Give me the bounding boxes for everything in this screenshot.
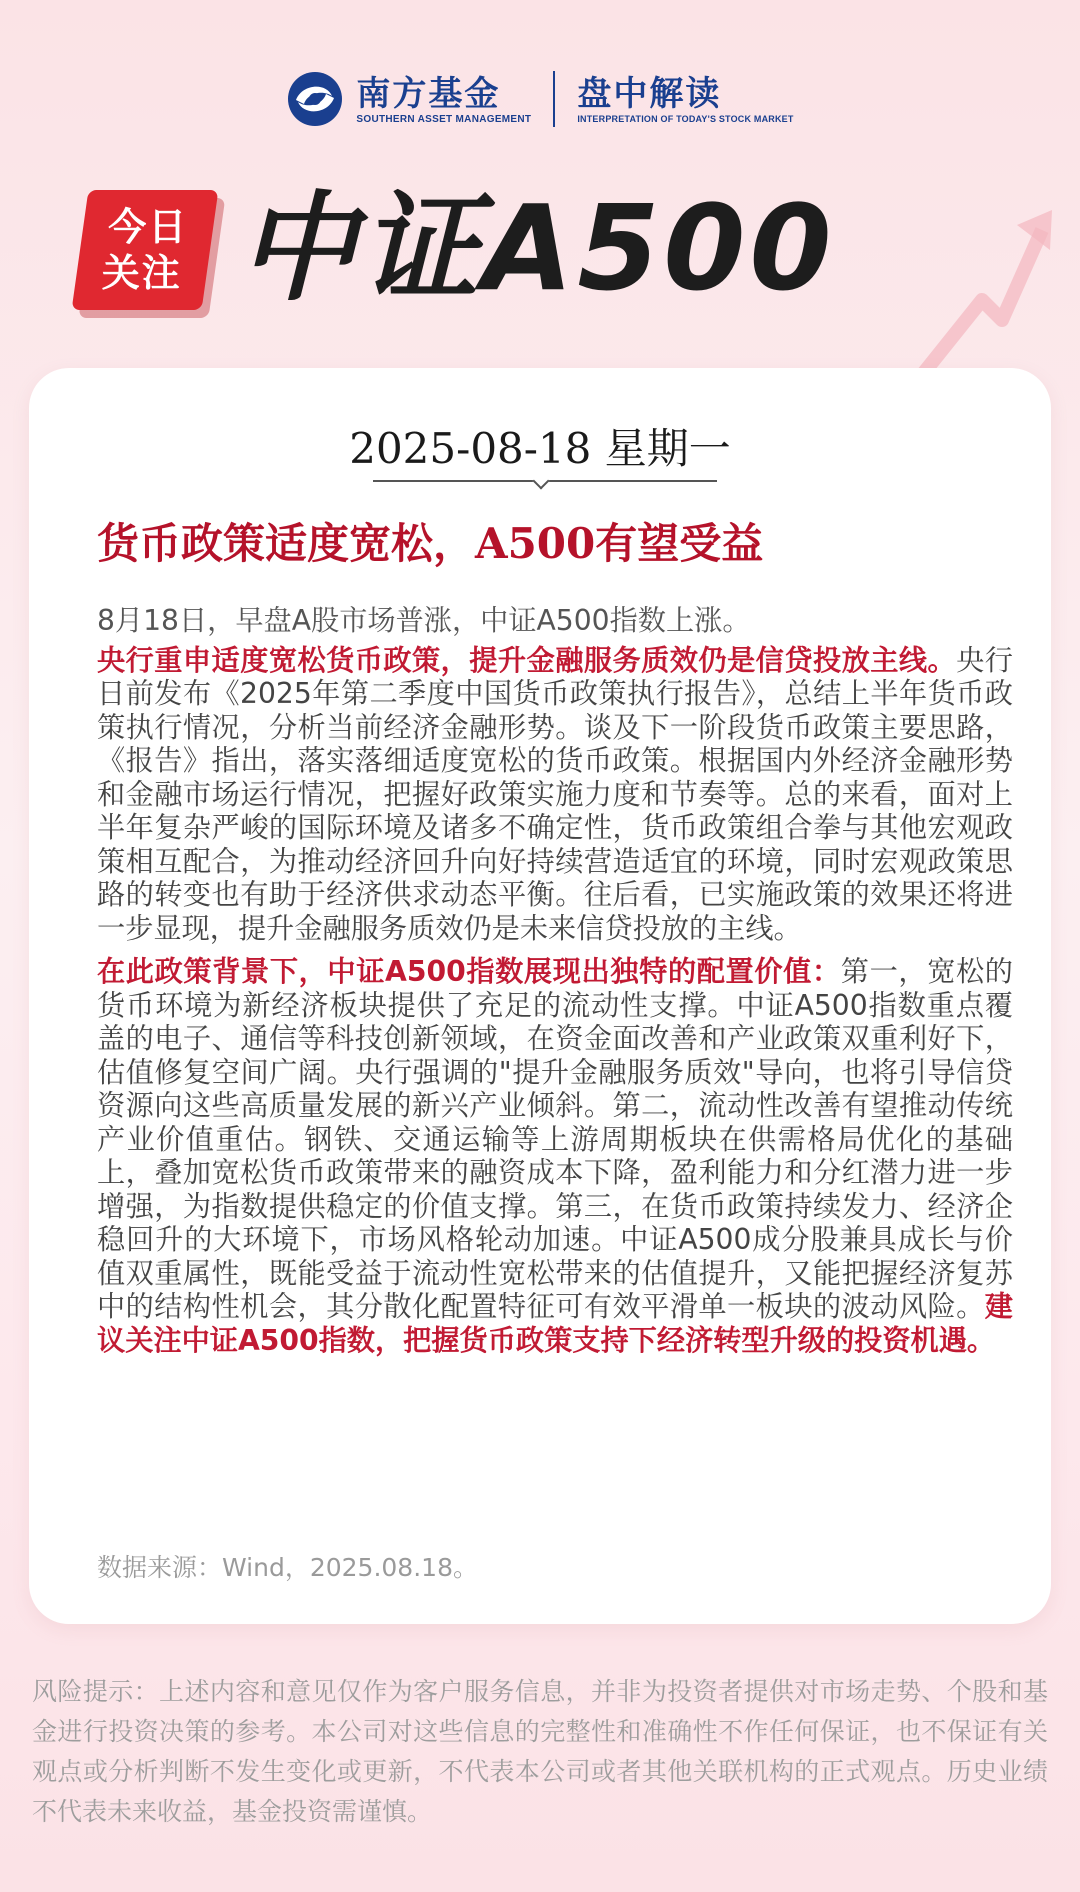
article-paragraph-1 xyxy=(97,644,1013,946)
column-name-en: INTERPRETATION OF TODAY'S STOCK MARKET xyxy=(577,114,794,124)
paragraph-1-highlight: 央行重申适度宽松货币政策，提升金融服务质效仍是信贷投放主线。 xyxy=(97,643,957,677)
paragraph-1-text: 央行日前发布《2025年第二季度中国货币政策执行报告》，总结上半年货币政策执行情况，分析当前经济金融形势。谈及下一阶段货币政策主要思路，《报告》指出，落实落细适度宽松的货币政策。根据国内外经济金融形势和金融市场运行情况，把握好政策实施力度和节奏等。总的来看，面对上半年复杂严峻的国际环境及诸多不确定性，货币政策组合拳与其他宏观政策相互配合，为推动经济回升向好持续营造适宜的环境，同时宏观政策思路的转变也有助于经济供求动态平衡。往后看，已实施政策的效果还将进一步显现，提升金融服务质效仍是未来信贷投放的主线。 xyxy=(97,643,1013,945)
column-logo xyxy=(577,74,793,124)
brand-logo xyxy=(286,70,531,128)
badge-line-1: 今日 xyxy=(108,205,189,249)
header-divider xyxy=(553,71,555,127)
today-focus-badge xyxy=(72,190,219,310)
data-source: 数据来源：Wind，2025.08.18。 xyxy=(97,1553,478,1582)
header-logos xyxy=(0,70,1080,128)
brand-name-en: SOUTHERN ASSET MANAGEMENT xyxy=(356,113,532,125)
column-name-cn: 盘中解读 xyxy=(577,74,722,114)
article-card xyxy=(29,368,1051,1624)
page-title: 中证A500 xyxy=(238,179,836,317)
paragraph-2-highlight: 在此政策背景下，中证A500指数展现出独特的配置价值： xyxy=(97,955,841,988)
southern-fund-logo-icon xyxy=(286,70,344,128)
badge-line-2: 关注 xyxy=(101,251,182,295)
article-intro: 8月18日，早盘A股市场普涨，中证A500指数上涨。 xyxy=(97,604,751,637)
paragraph-2-conclusion: 建议关注中证A500指数，把握货币政策支持下经济转型升级的投资机遇。 xyxy=(97,1290,1013,1357)
article-date: 2025-08-18 星期一 xyxy=(349,424,731,473)
article-paragraph-2 xyxy=(97,955,1013,1357)
rising-arrow-decoration xyxy=(912,190,1062,380)
article-body xyxy=(97,604,1013,1367)
brand-name-cn: 南方基金 xyxy=(356,73,501,114)
risk-disclaimer: 风险提示：上述内容和意见仅作为客户服务信息，并非为投资者提供对市场走势、个股和基金进行投资决策的参考。本公司对这些信息的完整性和准确性不作任何保证，也不保证有关观点或分析判断不发生变化或更新，不代表本公司或者其他关联机构的正式观点。历史业绩不代表未来收益，基金投资需谨慎。 xyxy=(32,1677,1048,1826)
paragraph-2-text: 第一，宽松的货币环境为新经济板块提供了充足的流动性支撑。中证A500指数重点覆盖的电子、通信等科技创新领域，在资金面改善和产业政策双重利好下，估值修复空间广阔。央行强调的"提升金融服务质效"导向，也将引导信贷资源向这些高质量发展的新兴产业倾斜。第二，流动性改善有望推动传统产业价值重估。钢铁、交通运输等上游周期板块在供需格局优化的基础上，叠加宽松货币政策带来的融资成本下降，盈利能力和分红潜力进一步增强，为指数提供稳定的价值支撑。第三，在货币政策持续发力、经济企稳回升的大环境下，市场风格轮动加速。中证A500成分股兼具成长与价值双重属性，既能受益于流动性宽松带来的估值提升，又能把握经济复苏中的结构性机会，其分散化配置特征可有效平滑单一板块的波动风险。 xyxy=(97,955,1013,1323)
article-headline: 货币政策适度宽松，A500有望受益 xyxy=(97,519,764,568)
